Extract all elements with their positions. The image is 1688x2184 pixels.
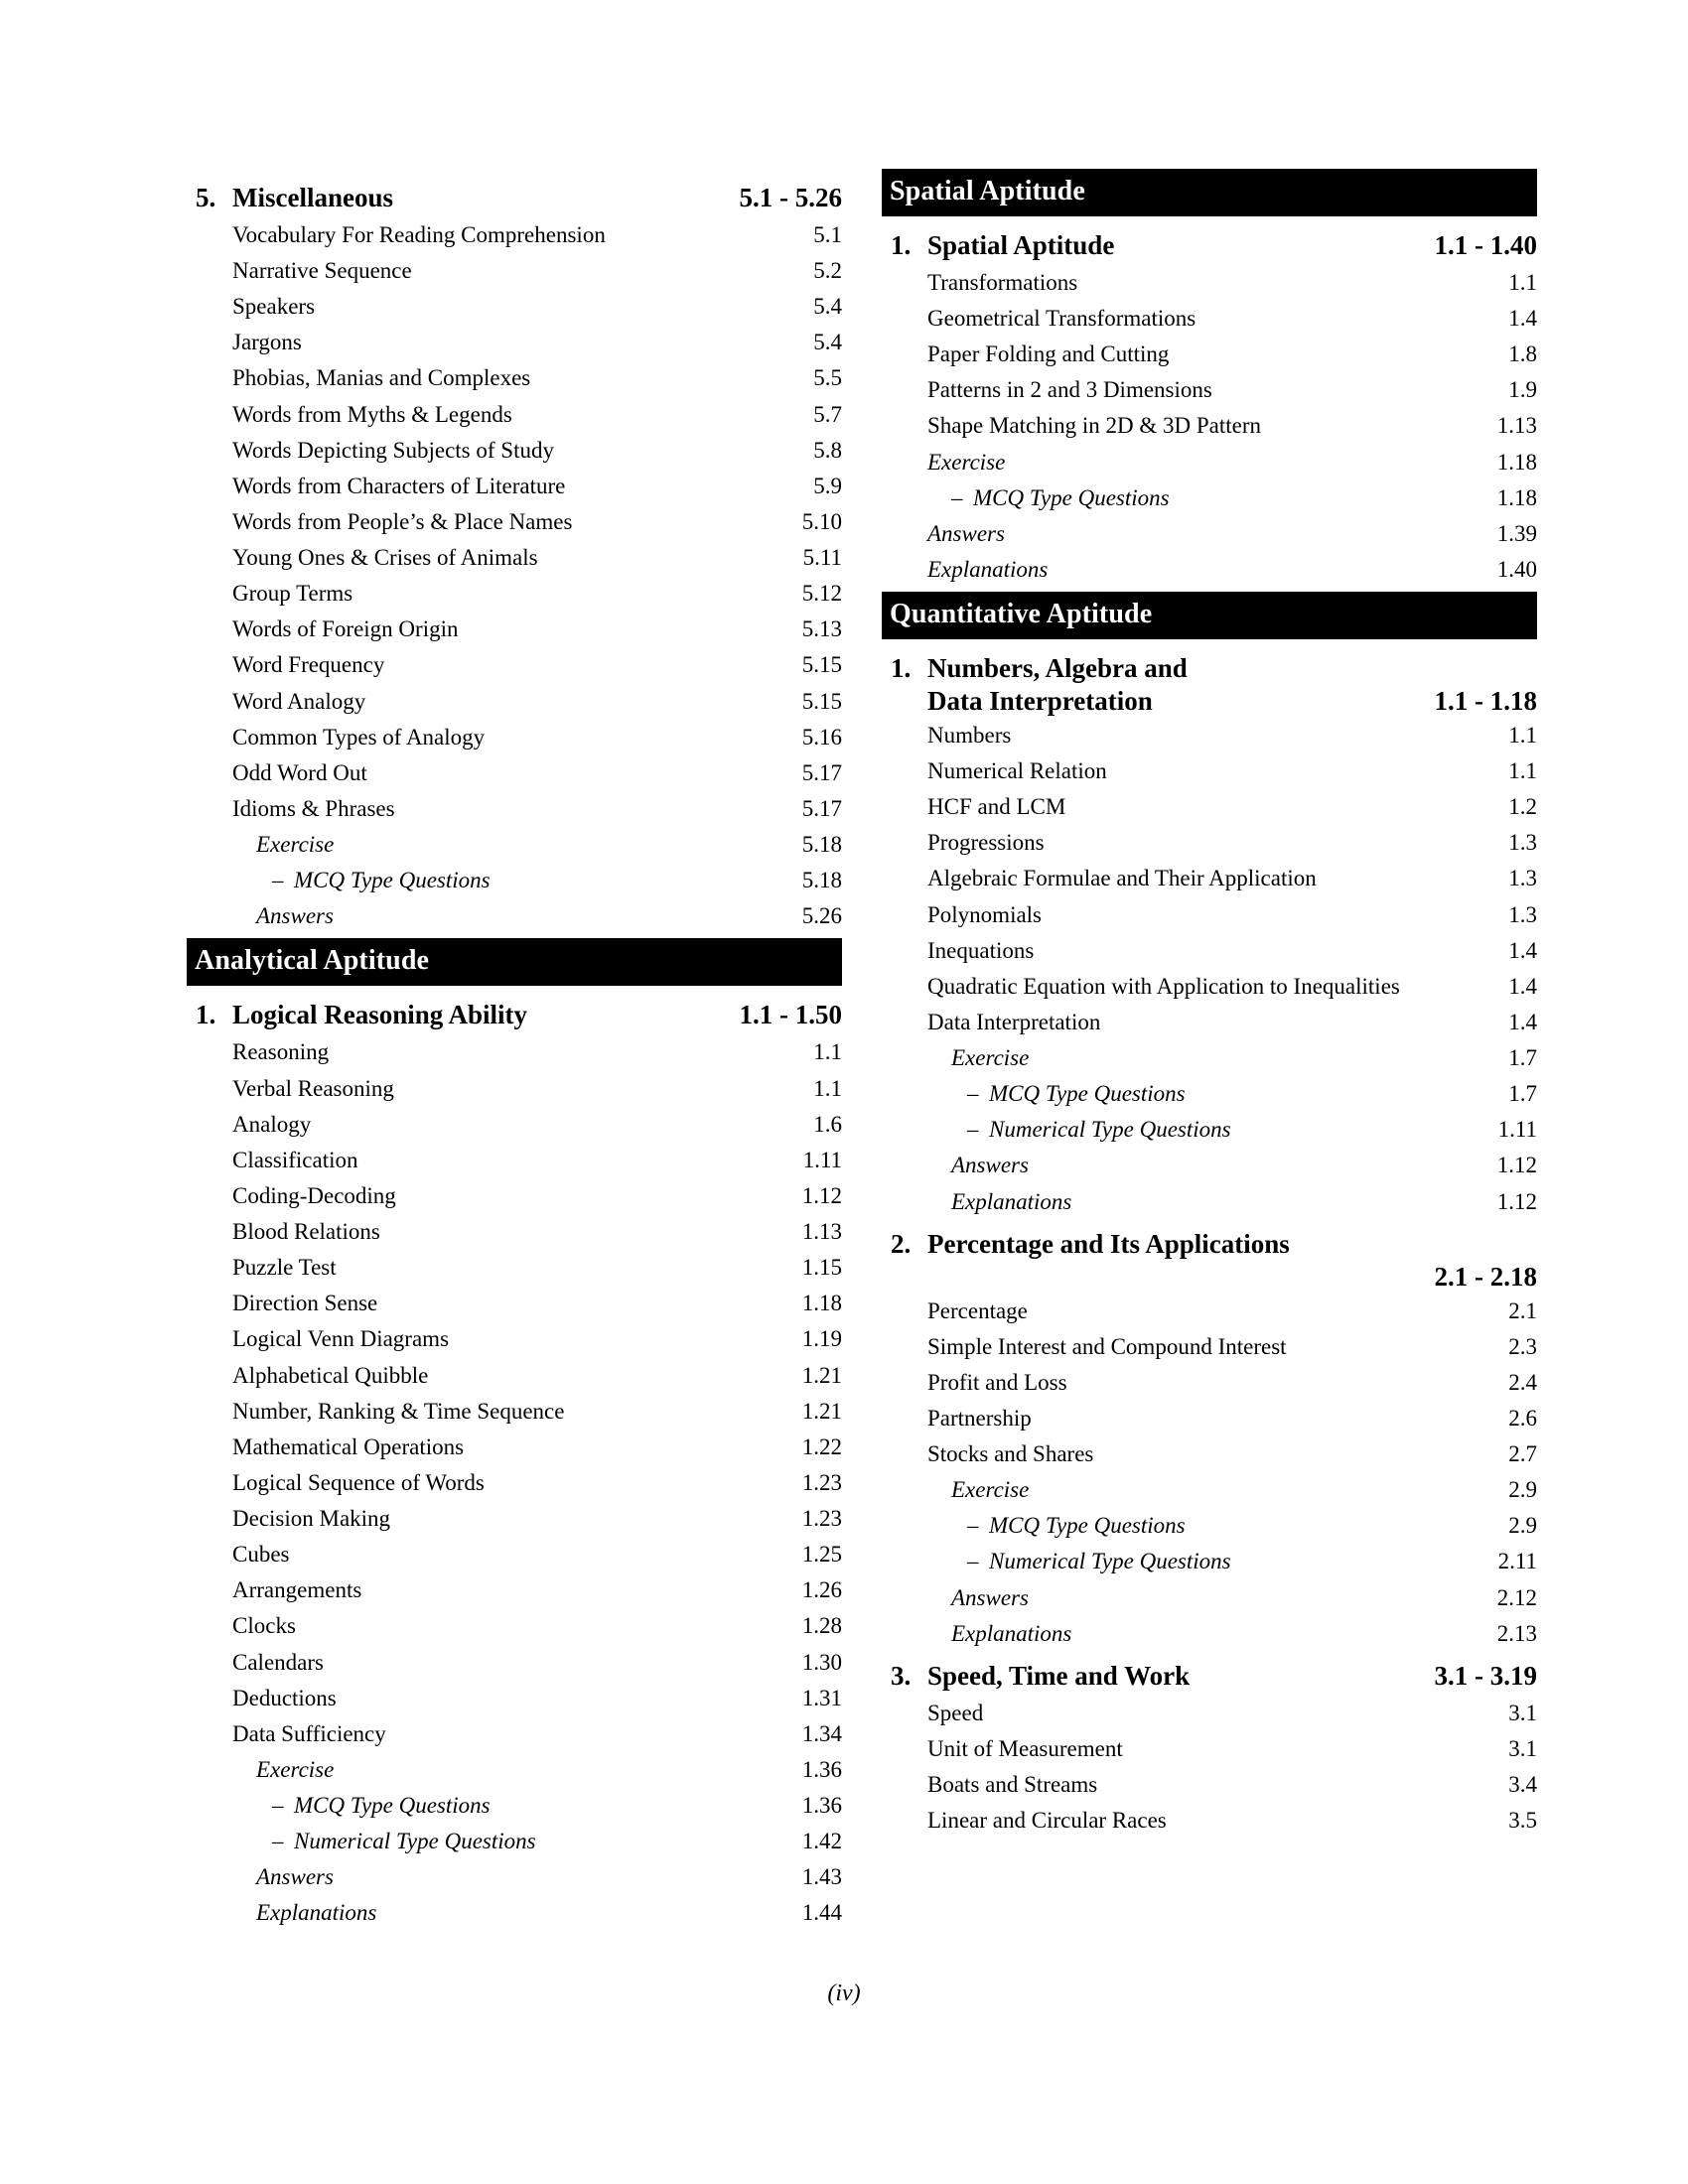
chapter-page-range: 5.1 - 5.26 bbox=[739, 183, 842, 212]
toc-entry-page-number: 1.39 bbox=[1496, 520, 1537, 546]
toc-entry-label: Algebraic Formulae and Their Application bbox=[927, 866, 1317, 891]
toc-entry[interactable] bbox=[187, 364, 842, 391]
toc-entry[interactable] bbox=[882, 269, 1537, 296]
toc-entry-page-number: 3.5 bbox=[1508, 1808, 1537, 1834]
toc-entry-label: Explanations bbox=[927, 556, 1049, 582]
toc-entry[interactable] bbox=[187, 867, 842, 893]
toc-entry-label: Group Terms bbox=[232, 581, 353, 607]
toc-entry-label: Partnership bbox=[927, 1405, 1032, 1431]
toc-entry[interactable] bbox=[187, 580, 842, 607]
toc-entry-label: Exercise bbox=[256, 1756, 335, 1782]
toc-entry-label: Explanations bbox=[951, 1620, 1072, 1646]
toc-entry[interactable] bbox=[882, 1620, 1537, 1647]
toc-entry[interactable] bbox=[187, 1863, 842, 1890]
dash-bullet-icon: – bbox=[967, 1081, 979, 1107]
toc-entry-label: Direction Sense bbox=[232, 1291, 378, 1316]
toc-entry-page-number: 5.17 bbox=[801, 795, 842, 821]
toc-entry-label: Mathematical Operations bbox=[232, 1433, 465, 1459]
toc-entry-label: Answers bbox=[951, 1153, 1029, 1178]
toc-entry-label: Progressions bbox=[927, 830, 1045, 856]
toc-entry[interactable] bbox=[882, 1735, 1537, 1762]
toc-entry-page-number: 1.3 bbox=[1508, 866, 1537, 891]
toc-entry-page-number: 5.9 bbox=[813, 473, 842, 498]
toc-entry-label: – MCQ Type Questions bbox=[967, 1513, 1186, 1539]
toc-entry-page-number: 1.2 bbox=[1508, 794, 1537, 820]
toc-entry[interactable] bbox=[882, 722, 1537, 749]
toc-entry-page-number: 1.3 bbox=[1508, 830, 1537, 856]
toc-entry-page-number: 1.1 bbox=[813, 1075, 842, 1101]
toc-entry-page-number: 1.36 bbox=[801, 1793, 842, 1818]
toc-entry-page-number: 1.6 bbox=[813, 1111, 842, 1137]
dash-bullet-icon: – bbox=[951, 484, 963, 510]
chapter-number: 2. bbox=[891, 1228, 912, 1259]
toc-entry[interactable] bbox=[882, 937, 1537, 964]
toc-entry-page-number: 1.11 bbox=[802, 1147, 842, 1172]
toc-entry-label: Answers bbox=[256, 903, 334, 929]
section-banner-quantitative-aptitude: Quantitative Aptitude bbox=[882, 592, 1537, 639]
toc-entry-page-number: 2.13 bbox=[1496, 1620, 1537, 1646]
toc-entry[interactable] bbox=[882, 1548, 1537, 1574]
toc-entry[interactable] bbox=[187, 1469, 842, 1496]
toc-entry-page-number: 5.17 bbox=[801, 759, 842, 785]
toc-entry-page-number: 5.26 bbox=[801, 903, 842, 929]
toc-entry-label: Numerical Relation bbox=[927, 758, 1107, 784]
toc-entry[interactable] bbox=[187, 257, 842, 284]
toc-entry-label: – Numerical Type Questions bbox=[272, 1829, 536, 1854]
toc-entry-label: – MCQ Type Questions bbox=[967, 1081, 1186, 1107]
toc-entry-label: Data Sufficiency bbox=[232, 1720, 386, 1746]
toc-entry[interactable] bbox=[882, 1044, 1537, 1071]
toc-entry-page-number: 2.11 bbox=[1497, 1549, 1537, 1574]
toc-entry-label: Young Ones & Crises of Animals bbox=[232, 545, 538, 571]
toc-entry-label: Word Analogy bbox=[232, 688, 366, 714]
toc-entry-label: Deductions bbox=[232, 1685, 337, 1710]
toc-entry[interactable] bbox=[187, 1541, 842, 1568]
toc-entry[interactable] bbox=[187, 1433, 842, 1460]
toc-entry-label: Answers bbox=[256, 1864, 334, 1890]
toc-entry-page-number: 1.13 bbox=[1496, 413, 1537, 439]
toc-entry-label: Numbers bbox=[927, 722, 1012, 748]
toc-entry-label: Cubes bbox=[232, 1542, 290, 1568]
toc-entry-page-number: 3.1 bbox=[1508, 1700, 1537, 1725]
topic-list-numbers-algebra bbox=[882, 722, 1537, 1215]
toc-entry-page-number: 5.2 bbox=[813, 258, 842, 284]
chapter-heading-miscellaneous bbox=[187, 182, 842, 214]
topic-list-spatial-aptitude bbox=[882, 269, 1537, 583]
chapter-number: 5. bbox=[196, 183, 216, 212]
toc-entry[interactable] bbox=[187, 221, 842, 248]
toc-entry-page-number: 1.42 bbox=[801, 1829, 842, 1854]
toc-entry-label: Percentage bbox=[927, 1297, 1028, 1323]
toc-entry-label: Common Types of Analogy bbox=[232, 724, 486, 750]
toc-entry[interactable] bbox=[882, 1584, 1537, 1611]
toc-entry[interactable] bbox=[882, 520, 1537, 547]
toc-entry-label: Transformations bbox=[927, 269, 1078, 295]
chapter-number: 1. bbox=[891, 653, 912, 684]
toc-entry-label: Exercise bbox=[951, 1477, 1030, 1503]
chapter-page-range: 3.1 - 3.19 bbox=[1434, 1660, 1537, 1691]
dash-bullet-icon: – bbox=[967, 1117, 979, 1143]
toc-entry-label: Unit of Measurement bbox=[927, 1735, 1123, 1761]
toc-entry[interactable] bbox=[187, 437, 842, 464]
toc-entry-page-number: 1.18 bbox=[1496, 484, 1537, 510]
toc-entry-page-number: 1.8 bbox=[1508, 341, 1537, 367]
toc-entry-label: Blood Relations bbox=[232, 1219, 380, 1244]
toc-entry-label: Vocabulary For Reading Comprehension bbox=[232, 221, 606, 247]
toc-entry-label: Polynomials bbox=[927, 901, 1043, 927]
toc-entry-page-number: 2.7 bbox=[1508, 1441, 1537, 1467]
toc-entry-label: Odd Word Out bbox=[232, 759, 367, 785]
toc-entry-label: Word Frequency bbox=[232, 652, 385, 678]
toc-entry-label: Linear and Circular Races bbox=[927, 1808, 1167, 1834]
toc-entry[interactable] bbox=[882, 865, 1537, 891]
toc-entry-page-number: 1.4 bbox=[1508, 306, 1537, 332]
toc-entry-label: Classification bbox=[232, 1147, 358, 1172]
toc-entry-label: Narrative Sequence bbox=[232, 258, 412, 284]
toc-entry[interactable] bbox=[187, 1720, 842, 1747]
toc-entry-label: Patterns in 2 and 3 Dimensions bbox=[927, 377, 1212, 403]
section-banner-analytical-aptitude: Analytical Aptitude bbox=[187, 938, 842, 986]
toc-entry-page-number: 1.15 bbox=[801, 1255, 842, 1281]
topic-list-speed-time-work bbox=[882, 1700, 1537, 1835]
toc-entry-page-number: 1.12 bbox=[801, 1182, 842, 1208]
toc-entry[interactable] bbox=[882, 1116, 1537, 1143]
toc-entry-page-number: 5.4 bbox=[813, 330, 842, 355]
toc-entry[interactable] bbox=[187, 544, 842, 571]
toc-entry-page-number: 1.28 bbox=[801, 1613, 842, 1639]
toc-entry-label: Answers bbox=[951, 1584, 1029, 1610]
toc-entry-page-number: 2.6 bbox=[1508, 1405, 1537, 1431]
toc-entry-label: Verbal Reasoning bbox=[232, 1075, 394, 1101]
toc-entry[interactable] bbox=[882, 829, 1537, 856]
toc-entry[interactable] bbox=[187, 615, 842, 642]
toc-entry-label: Exercise bbox=[927, 449, 1006, 475]
toc-entry-page-number: 1.30 bbox=[801, 1649, 842, 1675]
toc-entry-page-number: 5.18 bbox=[801, 868, 842, 893]
toc-entry-page-number: 1.1 bbox=[1508, 758, 1537, 784]
toc-entry-page-number: 1.25 bbox=[801, 1542, 842, 1568]
toc-entry-label: Logical Sequence of Words bbox=[232, 1469, 485, 1495]
toc-entry-page-number: 5.15 bbox=[801, 652, 842, 678]
toc-entry[interactable] bbox=[187, 473, 842, 499]
toc-entry[interactable] bbox=[187, 831, 842, 858]
toc-entry-label: Explanations bbox=[256, 1900, 377, 1926]
toc-entry-page-number: 1.9 bbox=[1508, 377, 1537, 403]
toc-entry[interactable] bbox=[882, 1333, 1537, 1360]
toc-entry[interactable] bbox=[882, 1369, 1537, 1396]
toc-entry-page-number: 3.4 bbox=[1508, 1772, 1537, 1797]
toc-entry[interactable] bbox=[882, 793, 1537, 820]
toc-entry-page-number: 1.34 bbox=[801, 1720, 842, 1746]
toc-entry-label: Stocks and Shares bbox=[927, 1441, 1094, 1467]
toc-entry-page-number: 1.12 bbox=[1496, 1153, 1537, 1178]
toc-entry[interactable] bbox=[187, 651, 842, 678]
chapter-number: 3. bbox=[891, 1660, 912, 1691]
toc-entry-label: Words of Foreign Origin bbox=[232, 616, 459, 642]
toc-entry-label: Words from Characters of Literature bbox=[232, 473, 566, 498]
toc-entry-page-number: 1.4 bbox=[1508, 973, 1537, 999]
toc-entry-page-number: 1.21 bbox=[801, 1362, 842, 1388]
toc-entry-page-number: 1.3 bbox=[1508, 901, 1537, 927]
toc-entry[interactable] bbox=[187, 329, 842, 355]
toc-entry-page-number: 1.23 bbox=[801, 1506, 842, 1531]
dash-bullet-icon: – bbox=[272, 868, 284, 893]
toc-entry-label: Clocks bbox=[232, 1613, 296, 1639]
toc-entry[interactable] bbox=[882, 1440, 1537, 1467]
toc-entry[interactable] bbox=[187, 759, 842, 786]
chapter-title: Speed, Time and Work bbox=[927, 1660, 1191, 1691]
toc-entry[interactable] bbox=[882, 484, 1537, 511]
toc-entry-page-number: 2.9 bbox=[1508, 1513, 1537, 1539]
chapter-page-range: 1.1 - 1.50 bbox=[739, 1000, 842, 1030]
topic-list-percentage bbox=[882, 1297, 1537, 1647]
toc-entry[interactable] bbox=[882, 1512, 1537, 1539]
toc-entry[interactable] bbox=[882, 1080, 1537, 1107]
dash-bullet-icon: – bbox=[272, 1829, 284, 1854]
toc-entry[interactable] bbox=[882, 1476, 1537, 1503]
toc-entry[interactable] bbox=[882, 1405, 1537, 1432]
dash-bullet-icon: – bbox=[967, 1549, 979, 1574]
toc-entry[interactable] bbox=[187, 1290, 842, 1316]
toc-entry[interactable] bbox=[187, 1756, 842, 1783]
toc-entry-label: Data Interpretation bbox=[927, 1009, 1101, 1034]
toc-entry[interactable] bbox=[882, 1297, 1537, 1324]
toc-entry-label: Words from People’s & Place Names bbox=[232, 508, 573, 534]
toc-entry[interactable] bbox=[882, 556, 1537, 583]
toc-entry[interactable] bbox=[187, 1038, 842, 1065]
toc-entry[interactable] bbox=[187, 1899, 842, 1926]
toc-entry[interactable] bbox=[187, 401, 842, 428]
toc-entry-label: Logical Venn Diagrams bbox=[232, 1326, 450, 1352]
toc-entry[interactable] bbox=[187, 1075, 842, 1102]
chapter-page-range: 2.1 - 2.18 bbox=[1434, 1261, 1537, 1292]
toc-entry[interactable] bbox=[882, 1700, 1537, 1726]
toc-entry-page-number: 5.10 bbox=[801, 508, 842, 534]
toc-entry-label: – Numerical Type Questions bbox=[967, 1549, 1231, 1574]
toc-entry-page-number: 5.5 bbox=[813, 365, 842, 391]
toc-entry-page-number: 1.21 bbox=[801, 1398, 842, 1424]
toc-entry-page-number: 1.1 bbox=[813, 1039, 842, 1065]
toc-entry[interactable] bbox=[187, 1505, 842, 1532]
toc-entry-page-number: 2.12 bbox=[1496, 1584, 1537, 1610]
toc-entry[interactable] bbox=[187, 508, 842, 535]
chapter-title: Logical Reasoning Ability bbox=[232, 1000, 528, 1030]
toc-entry-label: Exercise bbox=[951, 1045, 1030, 1071]
toc-entry-label: Idioms & Phrases bbox=[232, 795, 395, 821]
toc-entry-page-number: 2.3 bbox=[1508, 1333, 1537, 1359]
dash-bullet-icon: – bbox=[272, 1793, 284, 1818]
topic-list-miscellaneous bbox=[187, 221, 842, 930]
toc-columns bbox=[0, 169, 1688, 1936]
toc-entry-label: Calendars bbox=[232, 1649, 324, 1675]
chapter-heading-numbers-algebra bbox=[882, 652, 1537, 718]
toc-entry[interactable] bbox=[187, 1398, 842, 1425]
toc-entry-label: Arrangements bbox=[232, 1577, 362, 1603]
toc-entry-label: Phobias, Manias and Complexes bbox=[232, 365, 531, 391]
toc-entry[interactable] bbox=[187, 1182, 842, 1209]
toc-entry-label: – Numerical Type Questions bbox=[967, 1117, 1231, 1143]
toc-entry[interactable] bbox=[187, 1362, 842, 1389]
toc-entry[interactable] bbox=[882, 305, 1537, 332]
toc-entry[interactable] bbox=[187, 1685, 842, 1711]
toc-entry-label: Words Depicting Subjects of Study bbox=[232, 437, 554, 463]
dash-bullet-icon: – bbox=[967, 1513, 979, 1539]
toc-entry-page-number: 5.8 bbox=[813, 437, 842, 463]
toc-entry-page-number: 1.44 bbox=[801, 1900, 842, 1926]
page-number-label: (iv) bbox=[827, 1980, 861, 2006]
toc-entry[interactable] bbox=[187, 1828, 842, 1854]
toc-entry[interactable] bbox=[882, 449, 1537, 476]
toc-entry-page-number: 5.13 bbox=[801, 616, 842, 642]
toc-entry-label: Decision Making bbox=[232, 1506, 391, 1531]
toc-entry-page-number: 5.12 bbox=[801, 581, 842, 607]
toc-entry-page-number: 1.36 bbox=[801, 1756, 842, 1782]
toc-entry[interactable] bbox=[187, 1111, 842, 1138]
topic-list-logical-reasoning bbox=[187, 1038, 842, 1926]
toc-entry-page-number: 5.16 bbox=[801, 724, 842, 750]
toc-entry[interactable] bbox=[882, 412, 1537, 439]
toc-entry[interactable] bbox=[882, 376, 1537, 403]
chapter-title-line-1: Numbers, Algebra and bbox=[927, 653, 1188, 684]
toc-entry-page-number: 5.15 bbox=[801, 688, 842, 714]
toc-entry[interactable] bbox=[187, 795, 842, 822]
toc-entry[interactable] bbox=[187, 293, 842, 320]
toc-entry[interactable] bbox=[187, 1254, 842, 1281]
toc-entry-page-number: 1.12 bbox=[1496, 1188, 1537, 1214]
toc-entry[interactable] bbox=[882, 973, 1537, 1000]
toc-entry[interactable] bbox=[187, 688, 842, 715]
toc-entry-page-number: 5.4 bbox=[813, 294, 842, 320]
toc-entry-page-number: 1.13 bbox=[801, 1219, 842, 1244]
toc-entry[interactable] bbox=[187, 1649, 842, 1676]
chapter-title: Miscellaneous bbox=[232, 183, 393, 212]
toc-entry-label: Jargons bbox=[232, 330, 302, 355]
chapter-number: 1. bbox=[891, 230, 912, 260]
toc-entry-label: Simple Interest and Compound Interest bbox=[927, 1333, 1287, 1359]
toc-entry[interactable] bbox=[187, 724, 842, 751]
toc-entry-label: Explanations bbox=[951, 1188, 1072, 1214]
left-column bbox=[187, 169, 842, 1936]
toc-entry-label: Words from Myths & Legends bbox=[232, 401, 512, 427]
toc-entry-page-number: 1.11 bbox=[1497, 1117, 1537, 1143]
toc-entry-page-number: 1.40 bbox=[1496, 556, 1537, 582]
toc-entry-label: Answers bbox=[927, 520, 1005, 546]
toc-entry-label: Number, Ranking & Time Sequence bbox=[232, 1398, 565, 1424]
toc-entry-label: Speed bbox=[927, 1700, 984, 1725]
toc-entry-label: Shape Matching in 2D & 3D Pattern bbox=[927, 413, 1262, 439]
chapter-heading-spatial-aptitude bbox=[882, 229, 1537, 262]
toc-entry-page-number: 1.7 bbox=[1508, 1081, 1537, 1107]
toc-entry-label: Inequations bbox=[927, 937, 1035, 963]
section-banner-spatial-aptitude: Spatial Aptitude bbox=[882, 169, 1537, 216]
toc-entry[interactable] bbox=[187, 1612, 842, 1639]
toc-entry-page-number: 1.22 bbox=[801, 1433, 842, 1459]
toc-entry-page-number: 2.4 bbox=[1508, 1369, 1537, 1395]
toc-entry-label: Exercise bbox=[256, 832, 335, 858]
toc-entry-label: Quadratic Equation with Application to Inequalities bbox=[927, 973, 1400, 999]
toc-entry[interactable] bbox=[882, 901, 1537, 928]
toc-entry[interactable] bbox=[187, 1147, 842, 1173]
toc-entry[interactable] bbox=[882, 1152, 1537, 1178]
toc-entry-page-number: 3.1 bbox=[1508, 1735, 1537, 1761]
right-column bbox=[882, 169, 1537, 1843]
toc-entry[interactable] bbox=[882, 1807, 1537, 1834]
toc-entry-page-number: 1.18 bbox=[1496, 449, 1537, 475]
toc-entry-page-number: 1.7 bbox=[1508, 1045, 1537, 1071]
chapter-heading-logical-reasoning bbox=[187, 999, 842, 1031]
toc-entry-page-number: 5.18 bbox=[801, 832, 842, 858]
toc-entry[interactable] bbox=[187, 1218, 842, 1245]
toc-entry-label: – MCQ Type Questions bbox=[272, 1793, 491, 1818]
toc-entry-label: Reasoning bbox=[232, 1039, 330, 1065]
chapter-title: Spatial Aptitude bbox=[927, 230, 1115, 260]
toc-entry-label: HCF and LCM bbox=[927, 794, 1066, 820]
toc-entry-label: Profit and Loss bbox=[927, 1369, 1067, 1395]
toc-entry-label: Geometrical Transformations bbox=[927, 306, 1196, 332]
toc-entry-label: – MCQ Type Questions bbox=[951, 484, 1170, 510]
toc-entry-page-number: 1.1 bbox=[1508, 722, 1537, 748]
chapter-heading-speed-time-work bbox=[882, 1660, 1537, 1693]
toc-entry-page-number: 1.43 bbox=[801, 1864, 842, 1890]
toc-entry-page-number: 1.19 bbox=[801, 1326, 842, 1352]
chapter-page-range: 1.1 - 1.18 bbox=[1434, 686, 1537, 716]
toc-entry-page-number: 1.1 bbox=[1508, 269, 1537, 295]
toc-entry-page-number: 1.23 bbox=[801, 1469, 842, 1495]
toc-entry-page-number: 2.9 bbox=[1508, 1477, 1537, 1503]
toc-entry[interactable] bbox=[882, 757, 1537, 784]
toc-entry-label: Boats and Streams bbox=[927, 1772, 1098, 1797]
toc-entry[interactable] bbox=[187, 1792, 842, 1819]
toc-entry-page-number: 1.4 bbox=[1508, 1009, 1537, 1034]
toc-entry-page-number: 1.4 bbox=[1508, 937, 1537, 963]
toc-entry-page-number: 2.1 bbox=[1508, 1297, 1537, 1323]
toc-entry[interactable] bbox=[882, 341, 1537, 367]
toc-entry-page-number: 5.11 bbox=[802, 545, 842, 571]
toc-entry-label: Analogy bbox=[232, 1111, 312, 1137]
toc-entry-page-number: 1.18 bbox=[801, 1291, 842, 1316]
toc-entry[interactable] bbox=[882, 1009, 1537, 1035]
toc-entry[interactable] bbox=[882, 1771, 1537, 1798]
toc-entry-label: Paper Folding and Cutting bbox=[927, 341, 1170, 367]
toc-entry-page-number: 5.1 bbox=[813, 221, 842, 247]
chapter-number: 1. bbox=[196, 1000, 216, 1030]
page-number-footer bbox=[0, 1980, 1688, 2007]
toc-entry-label: Coding-Decoding bbox=[232, 1182, 396, 1208]
toc-entry-label: Puzzle Test bbox=[232, 1255, 337, 1281]
chapter-page-range: 1.1 - 1.40 bbox=[1434, 230, 1537, 260]
toc-entry-page-number: 5.7 bbox=[813, 401, 842, 427]
toc-entry-label: Alphabetical Quibble bbox=[232, 1362, 429, 1388]
toc-entry[interactable] bbox=[187, 902, 842, 929]
toc-entry-page-number: 1.26 bbox=[801, 1577, 842, 1603]
toc-entry[interactable] bbox=[882, 1188, 1537, 1215]
chapter-title-line-2: Data Interpretation bbox=[927, 686, 1153, 716]
toc-entry-label: Speakers bbox=[232, 294, 316, 320]
toc-entry-page-number: 1.31 bbox=[801, 1685, 842, 1710]
chapter-title: Percentage and Its Applications bbox=[927, 1228, 1290, 1259]
toc-entry[interactable] bbox=[187, 1576, 842, 1603]
chapter-heading-percentage bbox=[882, 1228, 1537, 1294]
toc-entry[interactable] bbox=[187, 1325, 842, 1352]
toc-entry-label: – MCQ Type Questions bbox=[272, 868, 491, 893]
